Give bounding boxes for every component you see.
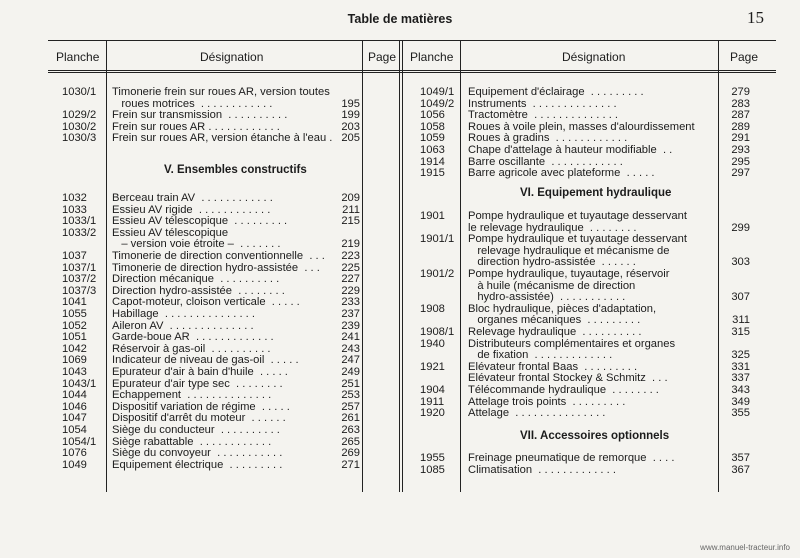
- planche-number: 1901/1: [420, 233, 455, 246]
- entry-page: 357: [731, 452, 750, 464]
- entry-page: 315: [731, 326, 750, 338]
- entry-designation: Chape d'attelage à hauteur modifiable . .: [468, 144, 673, 156]
- entry-page: 293: [731, 144, 750, 156]
- entry-page: 263: [341, 424, 360, 436]
- entry-page: 253: [341, 389, 360, 402]
- planche-number: 1955: [420, 452, 445, 464]
- planche-number: 1037/3: [62, 284, 97, 297]
- entry-page: 209: [341, 192, 360, 204]
- planche-number: 1901/2: [420, 268, 455, 280]
- entry-designation: Attelage . . . . . . . . . . . . . . .: [468, 407, 606, 420]
- entry-page: 239: [341, 319, 360, 332]
- entry-designation: – version voie étroite – . . . . . . .: [112, 238, 281, 251]
- entry-page: 299: [731, 221, 750, 234]
- entry-page: 251: [341, 377, 360, 390]
- header-planche: Planche: [410, 50, 454, 64]
- entry-designation: hydro-assistée) . . . . . . . . . . .: [468, 291, 626, 304]
- header-page: Page: [730, 50, 759, 64]
- entry-page: 367: [731, 463, 750, 476]
- entry-designation: Essieu AV télescopique: [112, 226, 229, 239]
- planche-number: 1049/2: [420, 97, 455, 110]
- entry-page: 271: [341, 458, 360, 471]
- planche-number: 1908: [420, 302, 445, 315]
- entry-designation: Habillage . . . . . . . . . . . . . . .: [112, 308, 256, 320]
- entry-page: 355: [731, 407, 750, 420]
- entry-page: 331: [731, 360, 750, 373]
- entry-designation: Pompe hydraulique et tuyautage desservant: [468, 210, 687, 222]
- planche-number: 1056: [420, 109, 445, 122]
- col-divider-center: [399, 40, 400, 492]
- entry-designation: Dispositif variation de régime . . . . .: [112, 400, 290, 413]
- entry-designation: Aileron AV . . . . . . . . . . . . . .: [112, 319, 254, 332]
- planche-number: 1051: [62, 331, 87, 344]
- entry-page: 227: [341, 273, 360, 286]
- planche-number: 1046: [62, 400, 87, 413]
- entry-designation: Pompe hydraulique, tuyautage, réservoir: [468, 268, 670, 280]
- entry-designation: Epurateur d'air à bain d'huile . . . . .: [112, 366, 288, 378]
- entry-page: 303: [731, 256, 750, 269]
- entry-designation: Timonerie de direction hydro-assistée . . .: [112, 261, 320, 274]
- entry-designation: Barre oscillante . . . . . . . . . . . .: [468, 155, 623, 168]
- entry-page: 343: [731, 384, 750, 396]
- planche-number: 1921: [420, 360, 445, 373]
- planche-number: 1054: [62, 424, 87, 436]
- section-title: V. Ensembles constructifs: [164, 164, 307, 176]
- rule-header: [48, 70, 776, 71]
- entry-designation: Timonerie frein sur roues AR, version toutes: [112, 86, 330, 98]
- planche-number: 1054/1: [62, 435, 97, 448]
- planche-number: 1911: [420, 395, 445, 408]
- entry-designation: Bloc hydraulique, pièces d'adaptation,: [468, 302, 657, 315]
- entry-designation: Direction hydro-assistée . . . . . . . .: [112, 284, 285, 297]
- planche-number: 1920: [420, 407, 445, 420]
- header-designation: Désignation: [562, 50, 626, 64]
- col-divider: [362, 40, 363, 492]
- entry-designation: Equipement électrique . . . . . . . . .: [112, 458, 283, 471]
- col-divider-center: [402, 40, 403, 492]
- entry-designation: Climatisation . . . . . . . . . . . . .: [468, 463, 616, 476]
- planche-number: 1033/1: [62, 215, 97, 228]
- planche-number: 1044: [62, 389, 87, 402]
- entry-designation: Dispositif d'arrêt du moteur . . . . . .: [112, 412, 286, 425]
- entry-designation: le relevage hydraulique . . . . . . . .: [468, 221, 637, 234]
- entry-designation: Télécommande hydraulique . . . . . . . .: [468, 384, 659, 396]
- entry-designation: Capot-moteur, cloison verticale . . . . .: [112, 296, 300, 309]
- planche-number: 1049/1: [420, 86, 455, 98]
- planche-number: 1030/2: [62, 120, 97, 133]
- planche-number: 1029/2: [62, 109, 97, 122]
- entry-designation: Barre agricole avec plateforme . . . . .: [468, 167, 655, 180]
- entry-designation: Indicateur de niveau de gas-oil . . . . .: [112, 354, 299, 367]
- entry-page: 229: [341, 284, 360, 297]
- entry-designation: Elévateur frontal Stockey & Schmitz . . .: [468, 372, 668, 385]
- col-divider: [718, 40, 719, 492]
- planche-number: 1076: [62, 447, 87, 460]
- entry-designation: Roues à gradins . . . . . . . . . . . .: [468, 132, 628, 145]
- entry-page: 261: [341, 412, 360, 425]
- entry-page: 225: [341, 261, 360, 274]
- entry-designation: Roues à voile plein, masses d'alourdissement: [468, 120, 695, 133]
- entry-page: 211: [342, 203, 360, 216]
- entry-page: 325: [731, 349, 750, 362]
- entry-page: 237: [341, 308, 360, 320]
- entry-page: 287: [731, 109, 750, 122]
- entry-page: 283: [731, 97, 750, 110]
- planche-number: 1033/2: [62, 226, 97, 239]
- entry-designation: Siège du conducteur . . . . . . . . . .: [112, 424, 280, 436]
- entry-page: 295: [731, 155, 750, 168]
- entry-designation: organes mécaniques . . . . . . . . .: [468, 314, 641, 327]
- entry-page: 311: [732, 314, 750, 327]
- page-number: 15: [747, 8, 764, 27]
- entry-page: 215: [341, 215, 360, 228]
- entry-designation: direction hydro-assistée . . . . . .: [468, 256, 636, 269]
- entry-page: 205: [341, 132, 360, 145]
- section-title: VII. Accessoires optionnels: [520, 430, 670, 442]
- entry-designation: Essieu AV télescopique . . . . . . . . .: [112, 215, 288, 228]
- planche-number: 1908/1: [420, 326, 455, 338]
- entry-designation: Direction mécanique . . . . . . . . . .: [112, 273, 280, 286]
- entry-page: 257: [341, 400, 360, 413]
- col-divider: [460, 40, 461, 492]
- entry-designation: à huile (mécanisme de direction: [468, 279, 636, 292]
- entry-designation: Attelage trois points . . . . . . . . .: [468, 395, 626, 408]
- entry-designation: Timonerie de direction conventionnelle . . .: [112, 250, 325, 262]
- planche-number: 1032: [62, 192, 87, 204]
- entry-page: 195: [341, 97, 360, 110]
- entry-designation: Tractomètre . . . . . . . . . . . . . .: [468, 109, 619, 122]
- entry-page: 241: [341, 331, 360, 344]
- planche-number: 1052: [62, 319, 87, 332]
- planche-number: 1037/1: [62, 261, 97, 274]
- header-page: Page: [368, 50, 397, 64]
- section-title: VI. Equipement hydraulique: [520, 187, 672, 199]
- planche-number: 1049: [62, 458, 87, 471]
- entry-page: 199: [341, 109, 360, 122]
- planche-number: 1037: [62, 250, 87, 262]
- planche-number: 1069: [62, 354, 87, 367]
- entry-designation: Echappement . . . . . . . . . . . . . .: [112, 389, 272, 402]
- entry-designation: Distributeurs complémentaires et organes: [468, 337, 676, 350]
- entry-designation: relevage hydraulique et mécanisme de: [468, 244, 670, 257]
- entry-designation: de fixation . . . . . . . . . . . . .: [468, 349, 613, 362]
- page-title: Table de matières: [347, 12, 453, 26]
- entry-page: 219: [341, 238, 360, 251]
- entry-designation: Freinage pneumatique de remorque . . . .: [468, 452, 675, 464]
- entry-page: 307: [731, 291, 750, 304]
- entry-page: 247: [341, 354, 360, 367]
- entry-page: 265: [341, 435, 360, 448]
- entry-designation: Siège rabattable . . . . . . . . . . . .: [112, 435, 272, 448]
- entry-designation: Elévateur frontal Baas . . . . . . . . .: [468, 360, 638, 373]
- entry-designation: Réservoir à gas-oil . . . . . . . . . .: [112, 342, 271, 355]
- entry-page: 243: [341, 342, 360, 355]
- rule-header-2: [48, 72, 776, 73]
- entry-page: 289: [731, 120, 750, 133]
- planche-number: 1041: [62, 296, 87, 309]
- planche-number: 1085: [420, 463, 445, 476]
- entry-page: 249: [341, 366, 360, 378]
- entry-designation: Instruments . . . . . . . . . . . . . .: [468, 97, 617, 110]
- entry-page: 337: [731, 372, 750, 385]
- entry-designation: Essieu AV rigide . . . . . . . . . . . .: [112, 203, 271, 216]
- entry-page: 223: [341, 250, 360, 262]
- footer-watermark: www.manuel-tracteur.info: [700, 543, 790, 552]
- col-divider: [106, 40, 107, 492]
- entry-designation: Equipement d'éclairage . . . . . . . . .: [468, 86, 644, 98]
- entry-designation: Epurateur d'air type sec . . . . . . . .: [112, 377, 283, 390]
- rule-top: [48, 40, 776, 41]
- planche-number: 1043: [62, 366, 87, 378]
- header-designation: Désignation: [200, 50, 264, 64]
- planche-number: 1030/1: [62, 86, 97, 98]
- planche-number: 1033: [62, 203, 87, 216]
- planche-number: 1030/3: [62, 132, 97, 145]
- planche-number: 1042: [62, 342, 87, 355]
- planche-number: 1063: [420, 144, 445, 156]
- planche-number: 1914: [420, 155, 445, 168]
- planche-number: 1940: [420, 337, 445, 350]
- entry-designation: Frein sur roues AR . . . . . . . . . . . .: [112, 120, 280, 133]
- planche-number: 1043/1: [62, 377, 97, 390]
- entry-page: 349: [731, 395, 750, 408]
- planche-number: 1055: [62, 308, 87, 320]
- entry-designation: roues motrices . . . . . . . . . . . .: [112, 97, 273, 110]
- entry-page: 291: [731, 132, 750, 145]
- planche-number: 1037/2: [62, 273, 97, 286]
- entry-designation: Garde-boue AR . . . . . . . . . . . . .: [112, 331, 274, 344]
- entry-page: 297: [731, 167, 750, 180]
- entry-page: 269: [341, 447, 360, 460]
- planche-number: 1901: [420, 210, 445, 222]
- header-planche: Planche: [56, 50, 100, 64]
- planche-number: 1058: [420, 120, 445, 133]
- entry-designation: Frein sur roues AR, version étanche à l'eau .: [112, 132, 333, 145]
- entry-designation: Berceau train AV . . . . . . . . . . . .: [112, 192, 273, 204]
- entry-page: 279: [731, 86, 750, 98]
- entry-designation: Relevage hydraulique . . . . . . . . . .: [468, 326, 642, 338]
- entry-designation: Siège du convoyeur . . . . . . . . . . .: [112, 447, 283, 460]
- entry-page: 233: [341, 296, 360, 309]
- entry-designation: Pompe hydraulique et tuyautage desservant: [468, 233, 687, 246]
- entry-designation: Frein sur transmission . . . . . . . . . .: [112, 109, 288, 122]
- planche-number: 1059: [420, 132, 445, 145]
- planche-number: 1915: [420, 167, 445, 180]
- planche-number: 1047: [62, 412, 87, 425]
- entry-page: 203: [341, 120, 360, 133]
- planche-number: 1904: [420, 384, 445, 396]
